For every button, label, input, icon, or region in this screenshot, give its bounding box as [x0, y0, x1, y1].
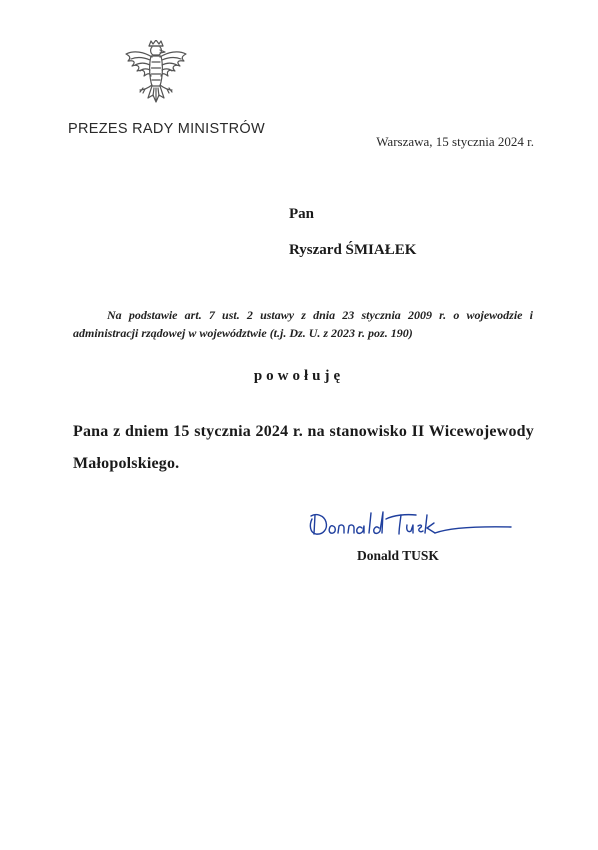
legal-basis: Na podstawie art. 7 ust. 2 ustawy z dnia 23 stycznia 2009 r. o wojewodzie i administracji rządowej w województwie (t.j. Dz. U. z 2023 r. poz. 190)	[73, 308, 533, 340]
appointment-text: Pana z dniem 15 stycznia 2024 r. na stanowisko II Wicewojewody Małopolskiego.	[73, 423, 534, 472]
white-eagle-emblem-icon	[122, 40, 190, 114]
handwritten-signature	[306, 503, 518, 543]
signer-name: Donald TUSK	[357, 548, 439, 563]
verb-heading: powołuję	[253, 368, 345, 384]
dateline: Warszawa, 15 stycznia 2024 r.	[376, 134, 534, 149]
addressee-name: Ryszard ŚMIAŁEK	[289, 242, 417, 258]
salutation: Pan	[289, 206, 315, 222]
office-header: PREZES RADY MINISTRÓW	[68, 121, 265, 137]
